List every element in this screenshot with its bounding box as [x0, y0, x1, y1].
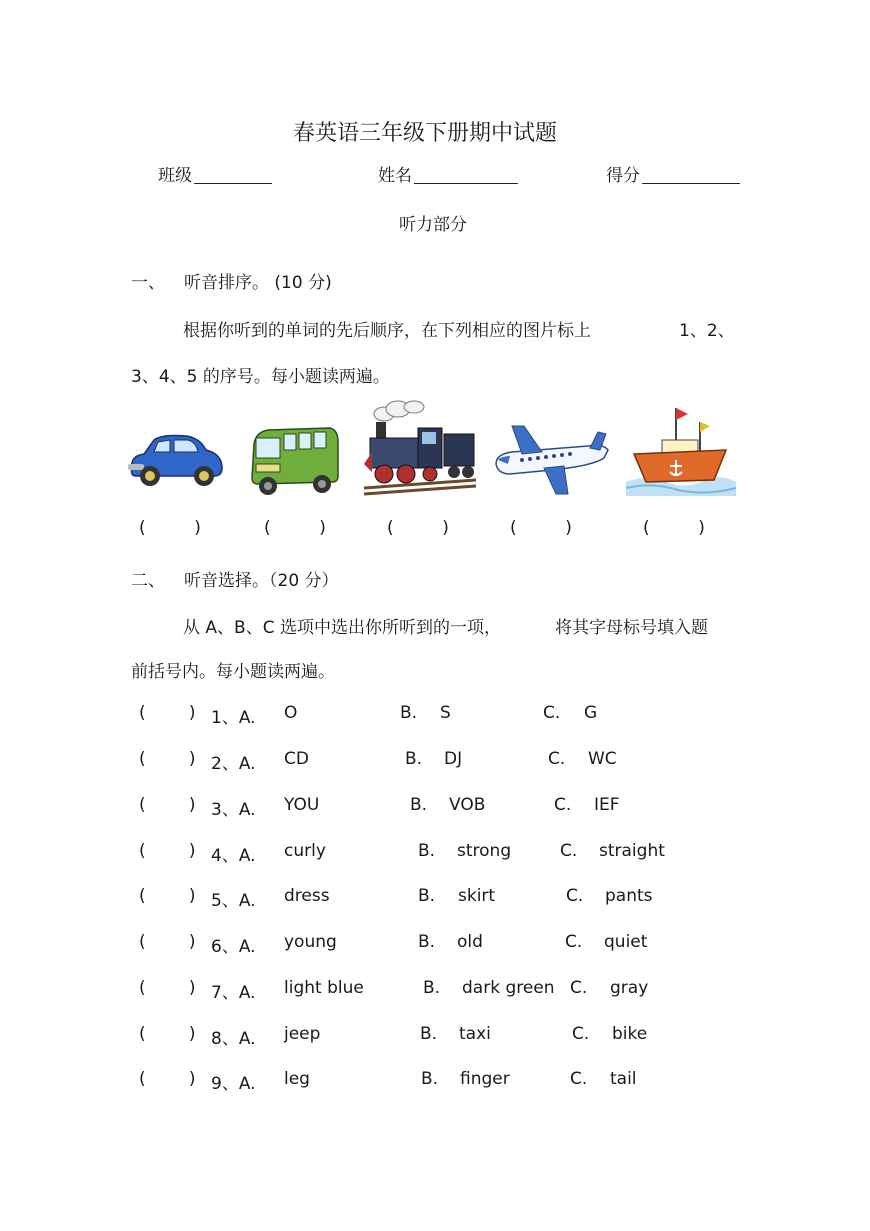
option-b: VOB: [449, 795, 486, 815]
question-number: 9、A.: [211, 1074, 256, 1094]
section2-instruction-1b: 将其字母标号填入题: [555, 618, 708, 638]
option-b: finger: [460, 1069, 510, 1089]
option-c-label: C.: [570, 978, 588, 998]
name-field: [378, 161, 518, 186]
question-number: 8、A.: [211, 1029, 256, 1049]
option-a: jeep: [284, 1024, 321, 1044]
option-b-label: B.: [418, 841, 436, 861]
class-blank[interactable]: [194, 167, 272, 184]
option-b: DJ: [444, 749, 463, 769]
name-blank[interactable]: [414, 167, 518, 184]
option-c: quiet: [604, 932, 648, 952]
bus-picture: [246, 424, 342, 498]
option-b: taxi: [459, 1024, 491, 1044]
answer-bracket[interactable]: ( ): [139, 886, 196, 906]
option-a: leg: [284, 1069, 310, 1089]
option-c: pants: [605, 886, 653, 906]
section2-instruction-2: 前括号内。每小题读两遍。: [131, 662, 335, 682]
option-c: straight: [599, 841, 665, 861]
ship-picture: [626, 404, 736, 496]
option-c: WC: [588, 749, 617, 769]
picture-answer-bracket-4[interactable]: ( ): [510, 518, 572, 538]
question-number: 3、A.: [211, 800, 256, 820]
picture-answer-bracket-1[interactable]: ( ): [139, 518, 201, 538]
option-b-label: B.: [421, 1069, 439, 1089]
score-field: [606, 161, 740, 186]
option-c-label: C.: [548, 749, 566, 769]
option-c: G: [584, 703, 598, 723]
question-number: 5、A.: [211, 891, 256, 911]
train-picture: [362, 400, 478, 500]
question-number: 1、A.: [211, 708, 256, 728]
section2-instruction-1a: 从 A、B、C 选项中选出你所听到的一项，: [183, 618, 501, 638]
option-b-label: B.: [423, 978, 441, 998]
score-blank[interactable]: [642, 167, 740, 184]
option-a: YOU: [284, 795, 320, 815]
answer-bracket[interactable]: ( ): [139, 978, 196, 998]
option-c-label: C.: [572, 1024, 590, 1044]
answer-bracket[interactable]: ( ): [139, 1069, 196, 1089]
option-b: S: [440, 703, 451, 723]
picture-answer-bracket-3[interactable]: ( ): [387, 518, 449, 538]
question-number: 2、A.: [211, 754, 256, 774]
option-b: old: [457, 932, 483, 952]
option-c: gray: [610, 978, 649, 998]
question-number: 7、A.: [211, 983, 256, 1003]
option-c-label: C.: [543, 703, 561, 723]
option-c-label: C.: [554, 795, 572, 815]
option-b: dark green: [462, 978, 555, 998]
section1-heading-number: 一、: [131, 273, 165, 293]
section1-instruction-nums: 1、2、: [679, 321, 735, 341]
option-c-label: C.: [560, 841, 578, 861]
score-label: 得分: [606, 166, 640, 186]
car-picture: [126, 428, 226, 490]
option-c: bike: [612, 1024, 648, 1044]
question-number: 6、A.: [211, 937, 256, 957]
class-label: 班级: [158, 166, 192, 186]
option-a: curly: [284, 841, 326, 861]
option-a: dress: [284, 886, 330, 906]
page-title: 春英语三年级下册期中试题: [292, 121, 557, 146]
option-c: tail: [610, 1069, 637, 1089]
option-c-label: C.: [565, 932, 583, 952]
class-field: [158, 161, 272, 186]
section2-heading: 听音选择。（20 分）: [184, 571, 339, 591]
option-b-label: B.: [420, 1024, 438, 1044]
picture-answer-bracket-2[interactable]: ( ): [264, 518, 326, 538]
section1-instruction-1: 根据你听到的单词的先后顺序，在下列相应的图片标上: [183, 321, 591, 341]
option-b: skirt: [458, 886, 496, 906]
answer-bracket[interactable]: ( ): [139, 1024, 196, 1044]
plane-picture: [492, 420, 612, 498]
option-b-label: B.: [405, 749, 423, 769]
option-c-label: C.: [566, 886, 584, 906]
option-a: light blue: [284, 978, 364, 998]
section1-instruction-2: 3、4、5 的序号。每小题读两遍。: [131, 367, 390, 387]
section-subtitle: 听力部分: [399, 215, 467, 235]
option-b: strong: [457, 841, 512, 861]
answer-bracket[interactable]: ( ): [139, 841, 196, 861]
option-b-label: B.: [400, 703, 418, 723]
option-a: CD: [284, 749, 309, 769]
section1-heading: 听音排序。 (10 分): [184, 273, 332, 293]
section2-heading-number: 二、: [131, 571, 165, 591]
name-label: 姓名: [378, 166, 412, 186]
option-a: O: [284, 703, 298, 723]
option-b-label: B.: [410, 795, 428, 815]
answer-bracket[interactable]: ( ): [139, 795, 196, 815]
question-number: 4、A.: [211, 846, 256, 866]
option-a: young: [284, 932, 337, 952]
answer-bracket[interactable]: ( ): [139, 749, 196, 769]
picture-answer-bracket-5[interactable]: ( ): [643, 518, 705, 538]
option-c-label: C.: [570, 1069, 588, 1089]
option-b-label: B.: [418, 932, 436, 952]
option-b-label: B.: [418, 886, 436, 906]
option-c: IEF: [594, 795, 620, 815]
answer-bracket[interactable]: ( ): [139, 703, 196, 723]
answer-bracket[interactable]: ( ): [139, 932, 196, 952]
